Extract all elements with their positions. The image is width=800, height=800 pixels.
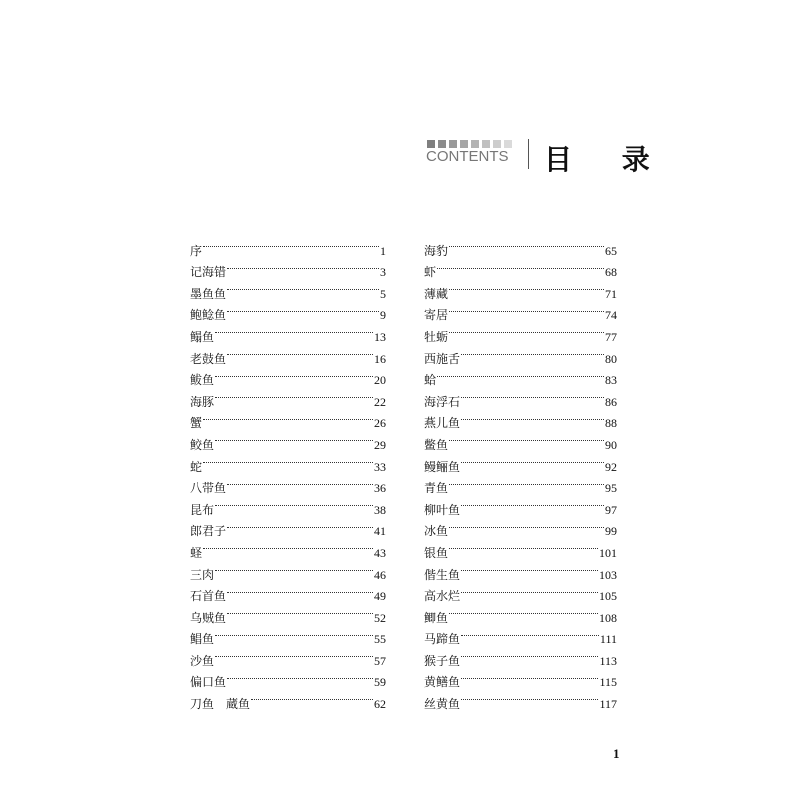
toc-entry-page: 111 xyxy=(599,632,617,647)
toc-entry-page: 65 xyxy=(605,243,617,258)
toc-entry-page: 49 xyxy=(374,589,386,604)
toc-dot-leader xyxy=(215,427,373,449)
toc-entry-page: 20 xyxy=(374,373,386,388)
header-square xyxy=(449,140,457,148)
toc-entry-page: 9 xyxy=(380,308,386,323)
toc-entry-page: 90 xyxy=(605,437,617,452)
toc-dot-leader xyxy=(215,384,373,406)
toc-entry-title: 银鱼 xyxy=(424,545,449,560)
toc-dot-leader xyxy=(449,600,598,622)
toc-dot-leader xyxy=(227,665,373,687)
header-square xyxy=(427,140,435,148)
toc-entry-title: 高水烂 xyxy=(424,589,461,604)
toc-entry-title: 墨鱼鱼 xyxy=(190,286,227,301)
header-square xyxy=(471,140,479,148)
header-square xyxy=(482,140,490,148)
toc-dot-leader xyxy=(203,233,379,255)
toc-entry-page: 41 xyxy=(374,524,386,539)
toc-entry-title: 序 xyxy=(190,243,203,258)
toc-entry-page: 74 xyxy=(605,308,617,323)
toc-dot-leader xyxy=(449,319,604,341)
toc-entry[interactable] xyxy=(424,427,617,452)
toc-dot-leader xyxy=(461,686,598,708)
toc-entry-title: 丝黄鱼 xyxy=(424,697,461,712)
toc-entry[interactable] xyxy=(424,600,617,625)
toc-entry[interactable] xyxy=(190,535,386,560)
toc-entry[interactable] xyxy=(190,233,386,258)
toc-entry[interactable] xyxy=(190,449,386,474)
toc-entry-title: 石首鱼 xyxy=(190,589,227,604)
toc-entry[interactable] xyxy=(190,363,386,388)
page-number: 1 xyxy=(613,746,620,761)
toc-dot-leader xyxy=(215,622,373,644)
header-square xyxy=(438,140,446,148)
toc-entry-page: 55 xyxy=(374,632,386,647)
toc-dot-leader xyxy=(203,449,373,471)
toc-dot-leader xyxy=(461,341,604,363)
page-title: 目 录 xyxy=(544,143,670,176)
toc-entry[interactable] xyxy=(424,341,617,366)
toc-dot-leader xyxy=(227,600,373,622)
toc-entry-page: 97 xyxy=(605,502,617,517)
toc-entry-title: 海豚 xyxy=(190,394,215,409)
toc-entry-page: 86 xyxy=(605,394,617,409)
toc-dot-leader xyxy=(215,643,373,665)
toc-dot-leader xyxy=(215,363,373,385)
toc-entry-title: 蛇 xyxy=(190,459,203,474)
toc-entry-title: 蛏 xyxy=(190,545,203,560)
toc-entry-title: 海浮石 xyxy=(424,394,461,409)
toc-entry-page: 57 xyxy=(374,653,386,668)
toc-dot-leader xyxy=(449,535,598,557)
toc-entry-page: 95 xyxy=(605,481,617,496)
toc-entry-page: 92 xyxy=(605,459,617,474)
toc-dot-leader xyxy=(449,276,604,298)
toc-entry[interactable] xyxy=(190,643,386,668)
toc-dot-leader xyxy=(227,579,373,601)
toc-entry-page: 59 xyxy=(374,675,386,690)
toc-dot-leader xyxy=(461,622,599,644)
toc-entry-title: 马蹄鱼 xyxy=(424,632,461,647)
header-decorative-squares xyxy=(427,140,512,148)
toc-entry-title: 偏口鱼 xyxy=(190,675,227,690)
toc-entry-page: 46 xyxy=(374,567,386,582)
toc-dot-leader xyxy=(461,384,604,406)
header-divider xyxy=(528,139,529,169)
toc-entry-title: 鲳鱼 xyxy=(190,632,215,647)
toc-dot-leader xyxy=(461,449,604,471)
toc-entry-title: 虾 xyxy=(424,265,437,280)
toc-entry-page: 71 xyxy=(605,286,617,301)
toc-dot-leader xyxy=(215,492,373,514)
toc-entry-page: 29 xyxy=(374,437,386,452)
toc-dot-leader xyxy=(461,643,598,665)
toc-entry[interactable] xyxy=(190,622,386,647)
toc-right-column xyxy=(424,233,617,712)
toc-dot-leader xyxy=(251,686,373,708)
toc-dot-leader xyxy=(227,298,379,320)
toc-entry[interactable] xyxy=(424,233,617,258)
toc-entry-title: 三肉 xyxy=(190,567,215,582)
toc-entry[interactable] xyxy=(190,665,386,690)
toc-entry-title: 鲫鱼 xyxy=(424,610,449,625)
toc-dot-leader xyxy=(227,255,379,277)
toc-entry-page: 117 xyxy=(599,697,617,712)
toc-entry[interactable] xyxy=(190,341,386,366)
toc-entry[interactable] xyxy=(190,384,386,409)
toc-dot-leader xyxy=(203,535,373,557)
header-square xyxy=(493,140,501,148)
toc-entry-title: 燕儿鱼 xyxy=(424,416,461,431)
toc-entry[interactable] xyxy=(424,276,617,301)
toc-dot-leader xyxy=(437,255,604,277)
toc-entry-page: 103 xyxy=(599,567,617,582)
toc-entry[interactable] xyxy=(424,449,617,474)
toc-entry[interactable] xyxy=(190,557,386,582)
toc-entry-page: 26 xyxy=(374,416,386,431)
toc-entry-title: 老鼓鱼 xyxy=(190,351,227,366)
toc-entry[interactable] xyxy=(424,363,617,388)
toc-entry-page: 105 xyxy=(599,589,617,604)
toc-dot-leader xyxy=(215,319,373,341)
toc-entry-page: 62 xyxy=(374,697,386,712)
toc-dot-leader xyxy=(449,514,604,536)
toc-entry-title: 沙鱼 xyxy=(190,653,215,668)
toc-dot-leader xyxy=(227,514,373,536)
toc-entry[interactable] xyxy=(190,471,386,496)
toc-entry-title: 蟹 xyxy=(190,416,203,431)
toc-entry-title: 昆布 xyxy=(190,502,215,517)
toc-entry-page: 99 xyxy=(605,524,617,539)
toc-entry-page: 101 xyxy=(599,545,617,560)
toc-entry-page: 77 xyxy=(605,329,617,344)
toc-entry[interactable] xyxy=(424,471,617,496)
toc-dot-leader xyxy=(449,427,604,449)
toc-entry-page: 13 xyxy=(374,329,386,344)
toc-entry-page: 115 xyxy=(599,675,617,690)
toc-dot-leader xyxy=(461,665,598,687)
toc-entry[interactable] xyxy=(190,255,386,280)
toc-entry-title: 刀鱼 蔵鱼 xyxy=(190,697,251,712)
toc-dot-leader xyxy=(227,276,379,298)
toc-dot-leader xyxy=(461,492,604,514)
toc-dot-leader xyxy=(461,557,598,579)
toc-entry-title: 偕生鱼 xyxy=(424,567,461,582)
toc-entry-page: 113 xyxy=(599,653,617,668)
toc-entry[interactable] xyxy=(190,492,386,517)
toc-entry-title: 黄鳝鱼 xyxy=(424,675,461,690)
toc-entry[interactable] xyxy=(190,319,386,344)
toc-entry[interactable] xyxy=(424,514,617,539)
toc-entry-title: 柳叶鱼 xyxy=(424,502,461,517)
toc-entry-page: 33 xyxy=(374,459,386,474)
toc-entry-title: 冰鱼 xyxy=(424,524,449,539)
toc-entry-page: 108 xyxy=(599,610,617,625)
toc-entry[interactable] xyxy=(424,535,617,560)
toc-dot-leader xyxy=(227,471,373,493)
toc-entry-title: 鳎鱼 xyxy=(190,329,215,344)
toc-entry[interactable] xyxy=(424,298,617,323)
header-square xyxy=(460,140,468,148)
toc-dot-leader xyxy=(461,579,598,601)
toc-entry-title: 海豹 xyxy=(424,243,449,258)
toc-entry-title: 鳗鲡鱼 xyxy=(424,459,461,474)
toc-entry[interactable] xyxy=(424,492,617,517)
header-square xyxy=(504,140,512,148)
toc-entry[interactable] xyxy=(190,579,386,604)
toc-entry-page: 22 xyxy=(374,394,386,409)
toc-entry-page: 68 xyxy=(605,265,617,280)
toc-entry-title: 鲛鱼 xyxy=(190,437,215,452)
toc-dot-leader xyxy=(437,363,604,385)
toc-entry-page: 1 xyxy=(380,243,386,258)
toc-entry[interactable] xyxy=(190,406,386,431)
toc-dot-leader xyxy=(227,341,373,363)
toc-dot-leader xyxy=(449,298,604,320)
toc-left-column xyxy=(190,233,386,712)
toc-entry-page: 16 xyxy=(374,351,386,366)
toc-entry-title: 郎君子 xyxy=(190,524,227,539)
toc-entry[interactable] xyxy=(190,514,386,539)
toc-entry-title: 牡蛎 xyxy=(424,329,449,344)
toc-dot-leader xyxy=(461,406,604,428)
toc-entry[interactable] xyxy=(190,427,386,452)
toc-entry-page: 80 xyxy=(605,351,617,366)
toc-dot-leader xyxy=(449,471,604,493)
toc-entry-title: 猴子鱼 xyxy=(424,653,461,668)
toc-entry[interactable] xyxy=(424,319,617,344)
toc-entry-title: 青鱼 xyxy=(424,481,449,496)
toc-entry-title: 薄藏 xyxy=(424,286,449,301)
toc-entry[interactable] xyxy=(424,557,617,582)
toc-entry-title: 蛤 xyxy=(424,373,437,388)
toc-dot-leader xyxy=(215,557,373,579)
toc-entry-title: 记海错 xyxy=(190,265,227,280)
toc-dot-leader xyxy=(449,233,604,255)
contents-label: CONTENTS xyxy=(426,148,509,165)
toc-entry-title: 鳖鱼 xyxy=(424,437,449,452)
toc-entry-page: 3 xyxy=(380,265,386,280)
toc-entry-page: 52 xyxy=(374,610,386,625)
toc-entry[interactable] xyxy=(424,255,617,280)
toc-entry-title: 八带鱼 xyxy=(190,481,227,496)
toc-entry-title: 鲅鱼 xyxy=(190,373,215,388)
toc-entry-page: 36 xyxy=(374,481,386,496)
toc-entry[interactable] xyxy=(424,384,617,409)
toc-dot-leader xyxy=(203,406,373,428)
toc-entry-page: 38 xyxy=(374,502,386,517)
toc-entry-page: 83 xyxy=(605,373,617,388)
toc-entry-page: 5 xyxy=(380,286,386,301)
toc-entry-title: 鲍鲶鱼 xyxy=(190,308,227,323)
toc-entry-title: 乌贼鱼 xyxy=(190,610,227,625)
toc-entry-page: 43 xyxy=(374,545,386,560)
toc-entry-page: 88 xyxy=(605,416,617,431)
toc-entry-title: 西施舌 xyxy=(424,351,461,366)
toc-entry-title: 寄居 xyxy=(424,308,449,323)
toc-entry[interactable] xyxy=(424,622,617,647)
